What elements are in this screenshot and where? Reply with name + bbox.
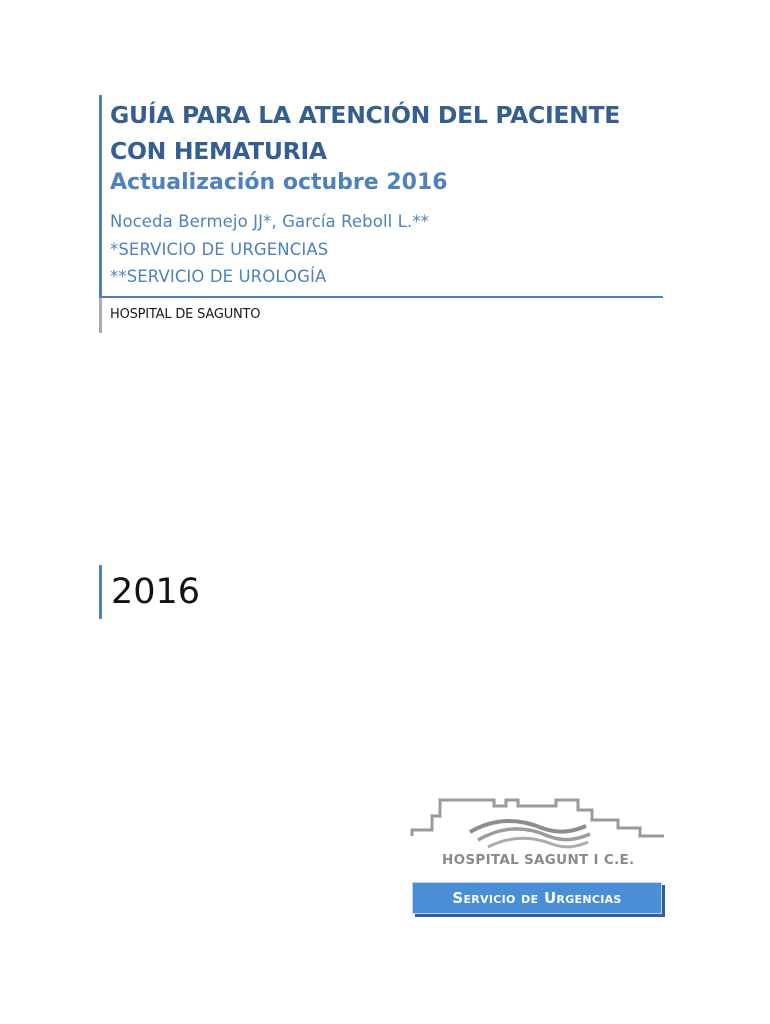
hospital-logo bbox=[406, 792, 668, 922]
publication-year: 2016 bbox=[111, 572, 201, 612]
document-update-date: Actualización octubre 2016 bbox=[110, 170, 448, 195]
hospital-name: HOSPITAL DE SAGUNTO bbox=[110, 307, 261, 322]
affiliation-urgencias: *SERVICIO DE URGENCIAS bbox=[110, 239, 329, 259]
logo-hospital-text: HOSPITAL SAGUNT I C.E. bbox=[442, 852, 635, 868]
document-title: GUÍA PARA LA ATENCIÓN DEL PACIENTE CON HEMATURIA bbox=[110, 101, 621, 165]
authors-block bbox=[110, 208, 429, 291]
year-block bbox=[99, 565, 299, 619]
title-block bbox=[99, 95, 663, 298]
year-accent-bar bbox=[99, 565, 102, 619]
logo-service-text: Servicio de Urgencias bbox=[452, 889, 622, 907]
title-accent-bar bbox=[99, 95, 102, 298]
affiliation-urologia: **SERVICIO DE UROLOGÍA bbox=[110, 267, 327, 286]
authors-line: Noceda Bermejo JJ*, García Reboll L.** bbox=[110, 212, 429, 231]
logo-service-banner bbox=[412, 882, 662, 914]
hospital-block bbox=[99, 298, 399, 333]
hospital-accent-bar bbox=[99, 298, 102, 333]
